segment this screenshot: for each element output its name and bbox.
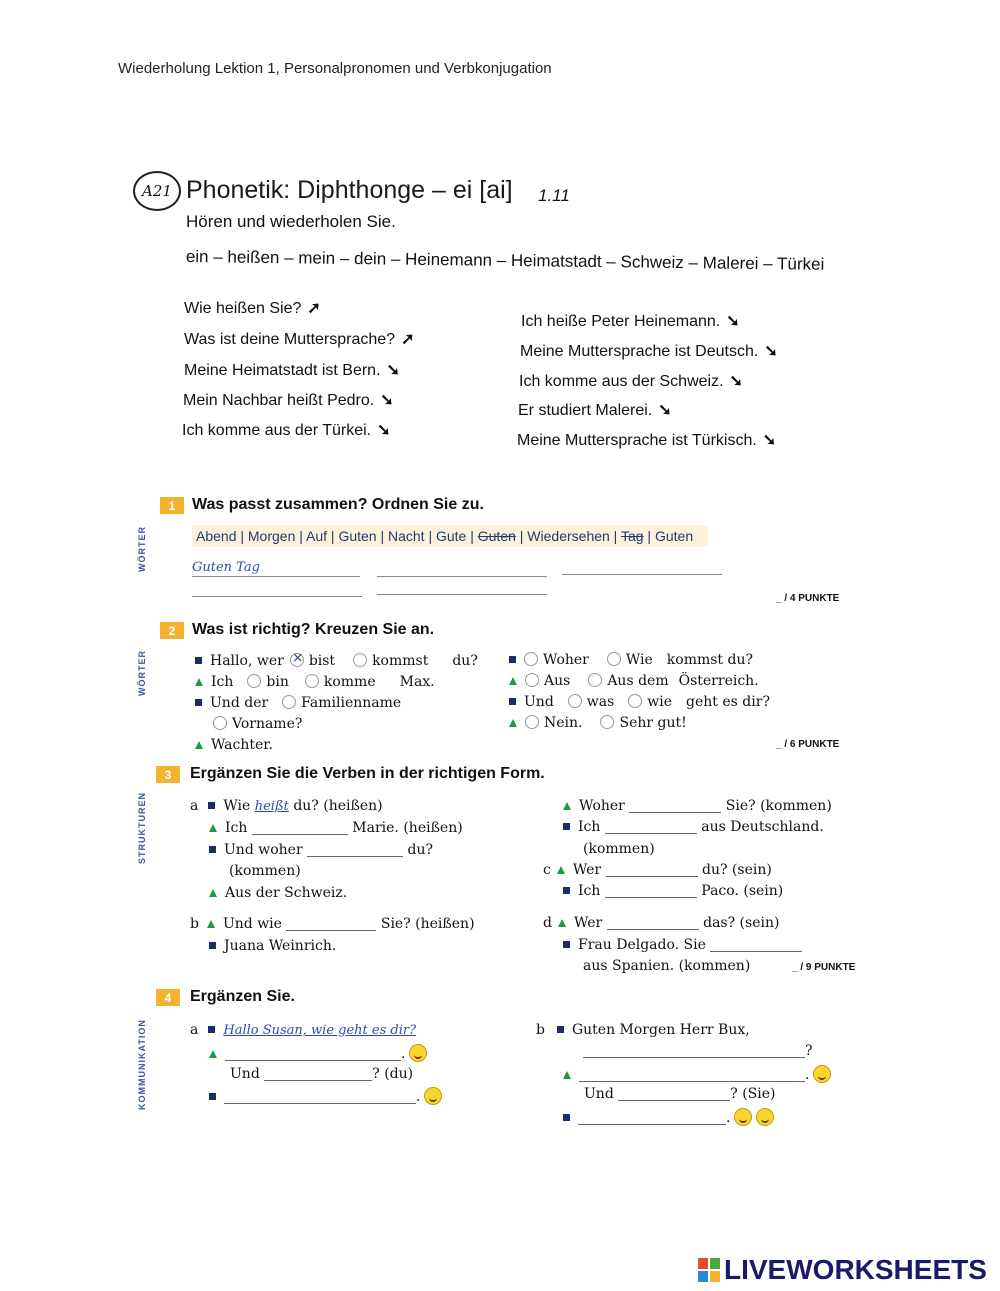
triangle-bullet-icon xyxy=(209,889,217,897)
answer-field[interactable] xyxy=(286,916,376,931)
dialog-b-line-4: Und ? (Sie) xyxy=(584,1086,776,1102)
track-number: 1.11 xyxy=(538,186,570,205)
phonetik-right-3: Ich komme aus der Schweiz. ➘ xyxy=(519,373,743,390)
filled-answer[interactable]: heißt xyxy=(254,799,289,814)
answer-field[interactable] xyxy=(224,1089,416,1104)
answer-field[interactable] xyxy=(605,819,697,834)
square-bullet-icon xyxy=(195,699,202,706)
liveworksheets-logo: LIVEWORKSHEETS xyxy=(724,1254,987,1285)
triangle-bullet-icon xyxy=(509,677,517,685)
logo-mark-icon xyxy=(698,1258,720,1282)
answer-field[interactable] xyxy=(192,578,362,597)
square-bullet-icon xyxy=(509,698,516,705)
smiley-icon xyxy=(756,1108,774,1126)
triangle-bullet-icon xyxy=(557,866,565,874)
dialog-a-line-4: . xyxy=(209,1087,442,1105)
phonetik-right-5: Meine Muttersprache ist Türkisch. ➘ xyxy=(517,432,777,449)
phonetik-left-4: Mein Nachbar heißt Pedro. ➘ xyxy=(183,392,394,409)
struck-word: Guten xyxy=(477,528,516,544)
phonetik-left-1: Wie heißen Sie? ➚ xyxy=(184,300,321,317)
falling-arrow-icon: ➘ xyxy=(658,402,672,419)
struck-word: Tag xyxy=(620,528,644,544)
points-label: _ / 6 PUNKTE xyxy=(776,739,840,750)
answer-field[interactable] xyxy=(377,558,547,577)
falling-arrow-icon: ➘ xyxy=(762,432,777,449)
square-bullet-icon xyxy=(563,941,570,948)
dialog-b-line-2: ? xyxy=(583,1043,813,1059)
quiz-line: Wachter. xyxy=(195,737,273,753)
page-header: Wiederholung Lektion 1, Personalpronomen und Verbkonjugation xyxy=(118,60,552,77)
quiz-line: Woher Wie kommst du? xyxy=(509,652,753,668)
triangle-bullet-icon xyxy=(558,919,566,927)
section-1-title: Was passt zusammen? Ordnen Sie zu. xyxy=(192,496,484,513)
section-4-side-label: KOMMUNIKATION xyxy=(137,1019,147,1110)
points-label: _ / 4 PUNKTE xyxy=(776,593,840,604)
phonetik-instruction: Hören und wiederholen Sie. xyxy=(186,212,396,231)
radio-option[interactable] xyxy=(524,652,538,666)
quiz-line: Nein. Sehr gut! xyxy=(509,715,687,731)
dialog-a-line-1: a Hallo Susan, wie geht es dir? xyxy=(190,1022,417,1038)
phonetik-left-5: Ich komme aus der Türkei. ➘ xyxy=(182,422,391,439)
exercise-c-line-2: Ich Paco. (sein) xyxy=(563,883,783,899)
falling-arrow-icon: ➘ xyxy=(380,392,394,409)
square-bullet-icon xyxy=(557,1026,564,1033)
section-4-title: Ergänzen Sie. xyxy=(190,988,295,1005)
triangle-bullet-icon xyxy=(209,1050,217,1058)
radio-option[interactable] xyxy=(353,653,367,667)
radio-option[interactable] xyxy=(247,674,261,688)
answer-field[interactable] xyxy=(578,1110,726,1125)
exercise-d-line-2b: aus Spanien. (kommen) xyxy=(583,958,751,974)
radio-option[interactable] xyxy=(607,652,621,666)
square-bullet-icon xyxy=(563,1114,570,1121)
answer-field[interactable]: Guten Tag xyxy=(192,558,360,577)
answer-field[interactable] xyxy=(252,820,348,835)
exercise-a-right-1: Woher Sie? (kommen) xyxy=(563,798,832,814)
answer-field[interactable] xyxy=(629,798,721,813)
triangle-bullet-icon xyxy=(195,678,203,686)
phonetik-right-1: Ich heiße Peter Heinemann. ➘ xyxy=(521,313,740,330)
section-2-side-label: WÖRTER xyxy=(137,650,147,696)
radio-option[interactable] xyxy=(568,694,582,708)
radio-option[interactable] xyxy=(600,715,614,729)
answer-field[interactable] xyxy=(607,915,699,930)
answer-field[interactable] xyxy=(618,1086,730,1101)
section-3-side-label: STRUKTUREN xyxy=(137,792,147,864)
radio-option-checked[interactable] xyxy=(290,653,304,667)
phonetik-right-4: Er studiert Malerei. ➘ xyxy=(518,402,672,419)
dialog-a-line-2: . xyxy=(209,1044,427,1062)
square-bullet-icon xyxy=(209,1093,216,1100)
triangle-bullet-icon xyxy=(509,719,517,727)
radio-option[interactable] xyxy=(628,694,642,708)
square-bullet-icon xyxy=(195,657,202,664)
phonetik-word-list: ein – heißen – mein – dein – Heinemann – Heimatstadt – Schweiz – Malerei – Türkei xyxy=(185,247,825,274)
exercise-c-line-1: c Wer du? (sein) xyxy=(543,862,772,878)
triangle-bullet-icon xyxy=(195,741,203,749)
answer-field[interactable] xyxy=(225,1046,401,1061)
phonetik-left-2: Was ist deine Muttersprache? ➚ xyxy=(184,331,415,348)
square-bullet-icon xyxy=(509,656,516,663)
section-1-number: 1 xyxy=(160,497,184,514)
phonetik-title: Phonetik: Diphthonge – ei [ai] xyxy=(186,176,513,204)
falling-arrow-icon: ➘ xyxy=(377,422,391,439)
dialog-a-line-3: Und ? (du) xyxy=(230,1066,414,1082)
exercise-d-line-2: Frau Delgado. Sie xyxy=(563,937,802,953)
square-bullet-icon xyxy=(208,1026,215,1033)
answer-field[interactable] xyxy=(307,842,403,857)
radio-option[interactable] xyxy=(588,673,602,687)
exercise-a-line-3b: (kommen) xyxy=(229,863,301,879)
exercise-a-right-2: Ich aus Deutschland. xyxy=(563,819,824,835)
exercise-d-line-1: d Wer das? (sein) xyxy=(543,915,780,931)
square-bullet-icon xyxy=(208,802,215,809)
falling-arrow-icon: ➘ xyxy=(726,313,740,330)
answer-field[interactable] xyxy=(605,883,697,898)
triangle-bullet-icon xyxy=(209,824,217,832)
falling-arrow-icon: ➘ xyxy=(764,343,778,360)
exercise-b-line-1: b Und wie Sie? (heißen) xyxy=(190,916,475,932)
answer-field[interactable] xyxy=(583,1043,805,1058)
dialog-b-line-3: . xyxy=(563,1065,831,1083)
exercise-a-line-1: a Wie heißt du? (heißen) xyxy=(190,798,383,814)
exercise-a-right-2b: (kommen) xyxy=(583,841,655,857)
phonetik-left-3: Meine Heimatstadt ist Bern. ➘ xyxy=(184,362,400,379)
points-label: _ / 9 PUNKTE xyxy=(792,962,856,973)
quiz-line: Und der Familienname xyxy=(195,695,401,711)
sleepy-smiley-icon xyxy=(813,1065,831,1083)
rising-arrow-icon: ➚ xyxy=(307,300,321,317)
triangle-bullet-icon xyxy=(207,920,215,928)
radio-option[interactable] xyxy=(213,716,227,730)
exercise-a-line-3: Und woher du? xyxy=(209,842,433,858)
dialog-b-line-5: . xyxy=(563,1108,774,1126)
quiz-line: Ich bin komme Max. xyxy=(195,674,435,690)
smiley-icon xyxy=(424,1087,442,1105)
quiz-line: Vorname? xyxy=(211,716,302,732)
filled-answer[interactable]: Hallo Susan, wie geht es dir? xyxy=(223,1023,417,1038)
section-2-title: Was ist richtig? Kreuzen Sie an. xyxy=(192,621,435,638)
section-4-number: 4 xyxy=(156,989,180,1006)
radio-option[interactable] xyxy=(305,674,319,688)
exercise-b-line-2: Juana Weinrich. xyxy=(209,938,336,954)
radio-option[interactable] xyxy=(525,715,539,729)
exercise-a-line-4: Aus der Schweiz. xyxy=(209,885,347,901)
answer-field[interactable] xyxy=(710,937,802,952)
phonetik-right-2: Meine Muttersprache ist Deutsch. ➘ xyxy=(520,343,778,360)
quiz-line: Hallo, wer× bist kommst du? xyxy=(195,653,478,669)
answer-field[interactable] xyxy=(606,862,698,877)
answer-field[interactable] xyxy=(264,1066,372,1081)
dialog-b-line-1: b Guten Morgen Herr Bux, xyxy=(536,1022,750,1038)
answer-field[interactable] xyxy=(562,556,722,575)
quiz-line: Aus Aus dem Österreich. xyxy=(509,673,759,689)
word-box: Abend | Morgen | Auf | Guten | Nacht | Gute | Guten | Wiedersehen | Tag | Guten xyxy=(192,525,708,547)
falling-arrow-icon: ➘ xyxy=(729,373,743,390)
section-3-title: Ergänzen Sie die Verben in der richtigen Form. xyxy=(190,765,545,782)
radio-option[interactable] xyxy=(282,695,296,709)
exercise-badge: A21 xyxy=(133,171,181,211)
falling-arrow-icon: ➘ xyxy=(386,362,400,379)
wink-smiley-icon xyxy=(409,1044,427,1062)
radio-option[interactable] xyxy=(525,673,539,687)
section-1-side-label: WÖRTER xyxy=(137,526,147,572)
exercise-a-line-2: Ich Marie. (heißen) xyxy=(209,820,463,836)
answer-field[interactable] xyxy=(579,1067,805,1082)
square-bullet-icon xyxy=(209,942,216,949)
triangle-bullet-icon xyxy=(563,802,571,810)
answer-field[interactable] xyxy=(377,576,547,595)
rising-arrow-icon: ➚ xyxy=(401,331,415,348)
square-bullet-icon xyxy=(563,823,570,830)
section-3-number: 3 xyxy=(156,766,180,783)
square-bullet-icon xyxy=(209,846,216,853)
quiz-line: Und was wie geht es dir? xyxy=(509,694,770,710)
section-2-number: 2 xyxy=(160,622,184,639)
triangle-bullet-icon xyxy=(563,1071,571,1079)
square-bullet-icon xyxy=(563,887,570,894)
smiley-icon xyxy=(734,1108,752,1126)
